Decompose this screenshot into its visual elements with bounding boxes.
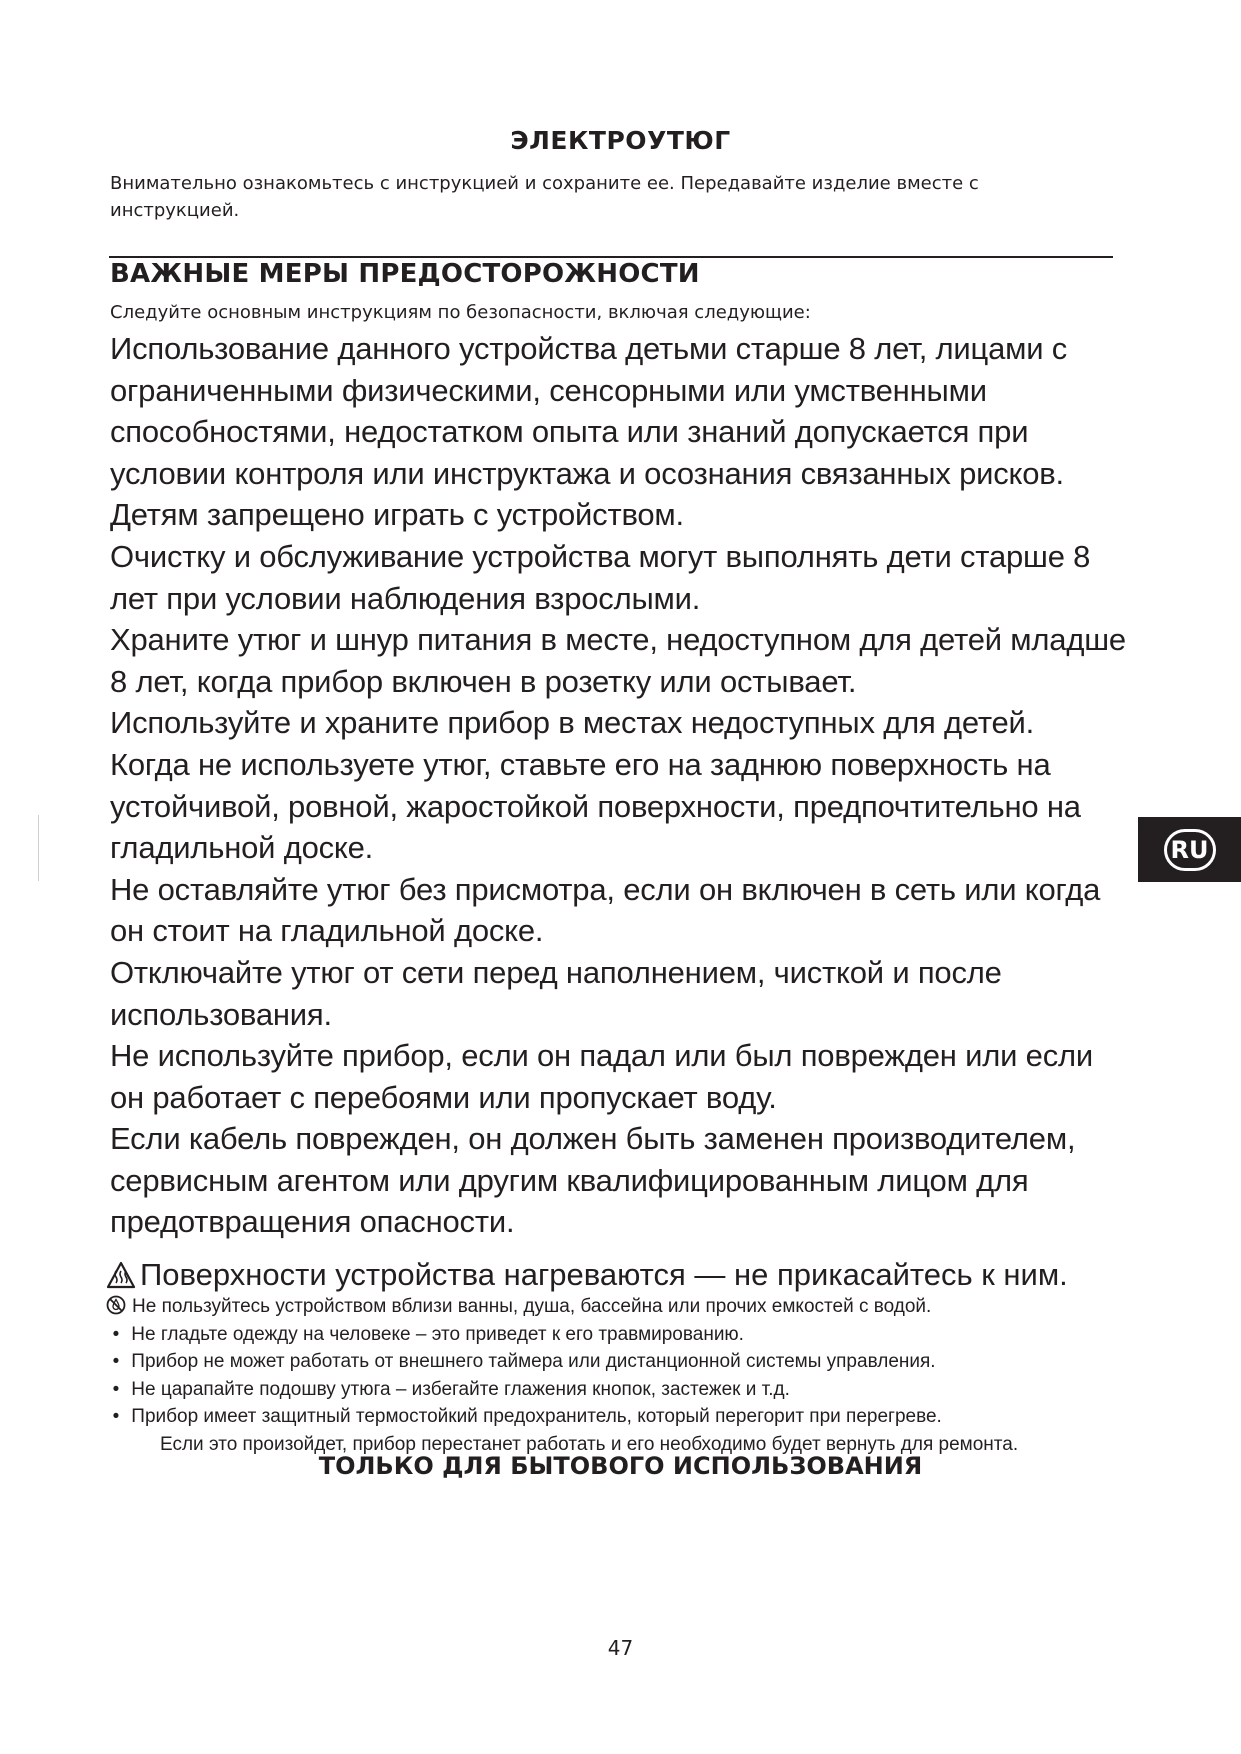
instruction-line: Отключайте утюг от сети перед наполнением, чисткой и после (110, 954, 1002, 990)
margin-mark (38, 815, 39, 881)
list-item-continuation: Если это произойдет, прибор перестанет работать и его необходимо будет вернуть для ремонта. (160, 1433, 1019, 1455)
section-heading: ВАЖНЫЕ МЕРЫ ПРЕДОСТОРОЖНОСТИ (110, 259, 700, 289)
bullet: • (112, 1323, 120, 1345)
instruction-line: Используйте и храните прибор в местах недоступных для детей. (110, 705, 1035, 741)
section-subtitle: Следуйте основным инструкциям по безопасности, включая следующие: (110, 302, 811, 323)
list-item (106, 1348, 1146, 1376)
list-item-text: Прибор не может работать от внешнего таймера или дистанционной системы управления. (131, 1351, 936, 1372)
instruction-line: гладильной доске. (110, 830, 374, 866)
list-item-text: Не гладьте одежду на человеке – это приведет к его травмированию. (131, 1323, 744, 1345)
instruction-line: сервисным агентом или другим квалифицированным лицом для (110, 1162, 1029, 1198)
instruction-line: лет при условии наблюдения взрослыми. (110, 580, 701, 616)
instruction-line: 8 лет, когда прибор включен в розетку или остывает. (110, 663, 857, 699)
instruction-line: условии контроля или инструктажа и осознания связанных рисков. (110, 455, 1064, 491)
instruction-line: ограниченными физическими, сенсорными или умственными (110, 372, 987, 408)
warning-triangle-icon (106, 1261, 136, 1289)
list-item (106, 1293, 1146, 1321)
no-water-icon (106, 1295, 126, 1315)
list-item-text: Прибор имеет защитный термостойкий предохранитель, который перегорит при перегреве. (131, 1406, 942, 1427)
language-tab (1138, 817, 1241, 882)
instruction-line: Очистку и обслуживание устройства могут выполнять дети старше 8 (110, 538, 1091, 574)
page-number: 47 (607, 1636, 634, 1660)
bullet: • (112, 1406, 120, 1427)
instruction-line: Если кабель поврежден, он должен быть заменен производителем, (110, 1121, 1076, 1157)
instruction-line: Не оставляйте утюг без присмотра, если он включен в сеть или когда (110, 871, 1101, 907)
list-item-text: Не царапайте подошву утюга – избегайте глажения кнопок, застежек и т.д. (131, 1378, 790, 1400)
instruction-line: предотвращения опасности. (110, 1204, 515, 1240)
intro-line: Внимательно ознакомьтесь с инструкцией и сохраните ее. Передавайте изделие вместе с (110, 173, 979, 194)
divider (109, 256, 1113, 258)
safety-instructions (110, 328, 1140, 1243)
instruction-line: Когда не используете утюг, ставьте его на заднюю поверхность на (110, 746, 1051, 782)
list-item (106, 1403, 1146, 1431)
intro-text (110, 170, 1010, 224)
instruction-line: устойчивой, ровной, жаростойкой поверхности, предпочтительно на (110, 788, 1081, 824)
household-use-heading: ТОЛЬКО ДЛЯ БЫТОВОГО ИСПОЛЬЗОВАНИЯ (318, 1452, 923, 1480)
list-item (106, 1376, 1146, 1404)
hot-surface-warning-text: Поверхности устройства нагреваются — не прикасайтесь к ним. (140, 1257, 1068, 1292)
intro-line: инструкцией. (110, 200, 240, 221)
instruction-line: использования. (110, 996, 332, 1032)
additional-warnings (106, 1293, 1146, 1458)
list-item (106, 1321, 1146, 1349)
page-title: ЭЛЕКТРОУТЮГ (510, 126, 731, 155)
bullet: • (112, 1378, 120, 1400)
instruction-line: Детям запрещено играть с устройством. (110, 497, 684, 533)
instruction-line: Использование данного устройства детьми старше 8 лет, лицами с (110, 331, 1068, 366)
list-item-text: Не пользуйтесь устройством вблизи ванны, душа, бассейна или прочих емкостей с водой. (132, 1296, 932, 1317)
instruction-line: способностями, недостатком опыта или знаний допускается при (110, 414, 1029, 450)
bullet: • (112, 1351, 120, 1372)
language-badge: RU (1164, 829, 1216, 871)
instruction-line: он работает с перебоями или пропускает воду. (110, 1079, 777, 1115)
instruction-line: Не используйте прибор, если он падал или был поврежден или если (110, 1038, 1094, 1074)
instruction-line: он стоит на гладильной доске. (110, 913, 544, 949)
hot-surface-warning (106, 1255, 1068, 1295)
instruction-line: Храните утюг и шнур питания в месте, недоступном для детей младше (110, 622, 1126, 658)
